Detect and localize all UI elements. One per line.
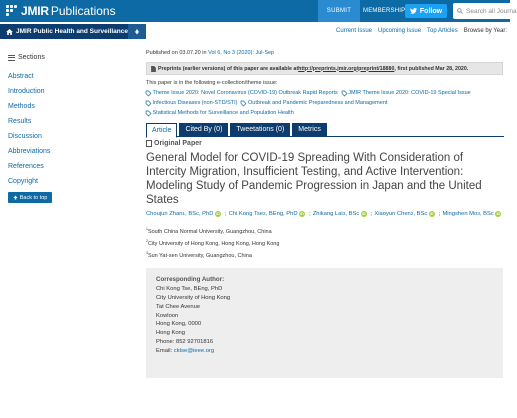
list-icon (8, 55, 15, 61)
email-link[interactable]: cktse@ieee.org (173, 347, 215, 354)
affiliation-item: $^3$Sun Yat-sen University, Guangzhou, China (146, 250, 252, 259)
ecollection-tag[interactable]: Statistical Methods for Surveillance and Population Health (146, 110, 294, 116)
sidebar-item-abbreviations[interactable]: Abbreviations (8, 148, 51, 155)
corr-line: Kowloon (156, 312, 179, 319)
author-item[interactable]: Xiaoyun Chen 2 , BSc iD (374, 211, 434, 217)
corr-line: Hong Kong (156, 330, 186, 337)
journal-name: JMIR Public Health and Surveillance (16, 28, 128, 35)
sidebar-item-copyright[interactable]: Copyright (8, 178, 38, 185)
affiliation-item: $^1$South China Normal University, Guangzhou, China (146, 227, 272, 235)
search-placeholder: Search all Journa (466, 7, 517, 15)
sidebar-item-abstract[interactable]: Abstract (8, 73, 34, 80)
document-icon (151, 66, 156, 72)
ecollection-list (146, 90, 510, 116)
orcid-icon[interactable]: iD (430, 212, 434, 216)
top-articles-link[interactable]: Top Articles (427, 28, 458, 34)
author-item[interactable]: Zhikang Lai 3 , BSc iD (312, 211, 366, 217)
author-item[interactable]: Choujun Zhan 1 , BSc, PhD iD (146, 211, 220, 217)
corr-line: Phone: 852 92701816 (156, 339, 214, 346)
tag-icon (342, 91, 347, 96)
sidebar-item-results[interactable]: Results (8, 118, 32, 125)
top-navbar (0, 0, 517, 22)
tag-icon (241, 101, 246, 106)
sidebar-item-methods[interactable]: Methods (8, 103, 35, 110)
corresponding-author-box (146, 268, 503, 378)
twitter-bird-icon (410, 8, 417, 14)
submit-button[interactable]: SUBMIT (318, 0, 360, 22)
article-main (146, 50, 510, 378)
sidebar-item-discussion[interactable]: Discussion (8, 133, 42, 140)
tab-cited-by[interactable]: Cited By (0) (179, 123, 228, 136)
author-separator: ; (224, 211, 227, 217)
orcid-icon[interactable]: iD (496, 212, 501, 216)
ecollection-tag[interactable]: Theme Issue 2020: Novel Coronavirus (COVID-19) Outbreak Rapid Reports (146, 90, 338, 96)
logo-text-bold: JMIR (21, 4, 49, 18)
corr-line: Tat Chee Avenue (156, 303, 201, 310)
logo-mark-icon (6, 5, 18, 17)
journal-dropdown[interactable] (0, 24, 146, 39)
tag-icon (146, 101, 151, 106)
sidebar-item-introduction[interactable]: Introduction (8, 88, 45, 95)
orcid-icon[interactable]: iD (300, 212, 304, 216)
orcid-icon[interactable]: iD (361, 212, 366, 216)
corr-line: City University of Hong Kong (156, 295, 231, 302)
author-item[interactable]: Mingshen Mo 3 , BSc iD (442, 211, 501, 217)
corr-line: Hong Kong, 0000 (156, 321, 202, 328)
search-input[interactable] (453, 3, 517, 19)
article-tabs (146, 123, 504, 137)
sections-sidebar (8, 54, 68, 203)
tag-icon (146, 91, 151, 96)
logo-text: Publications (50, 4, 116, 18)
chevron-down-icon[interactable] (128, 24, 146, 39)
follow-label: Follow (419, 7, 443, 15)
author-item[interactable]: Chi Kong Tse 2 , BEng, PhD iD (228, 211, 304, 217)
preprint-link[interactable]: http://preprints.jmir.org/preprint/18880 (298, 65, 395, 72)
corr-line: Chi Kong Tse, BEng, PhD (156, 286, 223, 293)
arrow-up-icon (13, 195, 18, 200)
jmir-logo[interactable] (6, 4, 116, 18)
tab-metrics[interactable]: Metrics (292, 123, 327, 136)
twitter-follow-button[interactable] (405, 4, 447, 18)
browse-by-year-label: Browse by Year: (463, 28, 508, 34)
ecollection-intro: This paper is in the following e-collection/theme issue: (146, 80, 278, 86)
home-icon (6, 29, 13, 35)
search-icon (457, 8, 463, 14)
sidebar-item-references[interactable]: References (8, 163, 44, 170)
membership-link[interactable]: MEMBERSHIP (363, 8, 406, 14)
affiliation-item: $^2$City University of Hong Kong, Hong Kong, Hong Kong (146, 238, 280, 247)
ecollection-tag[interactable]: JMIR Theme Issue 2020: COVID-19 Special Issue (342, 90, 471, 96)
orcid-icon[interactable]: iD (216, 212, 220, 216)
published-line: Published on 03.07.20 in Vol 6, No 3 (2020): Jul-Sep (146, 50, 275, 56)
upcoming-issue-link[interactable]: Upcoming Issue (378, 28, 422, 34)
article-title: General Model for COVID-19 Spreading With Consideration of Intercity Migration, Insufficient Testing, and Active Intervention: Modeling Study of Pandemic Progression in Japan and the United States (146, 152, 482, 206)
affiliations (146, 225, 510, 260)
article-type: Original Paper (146, 140, 510, 147)
author-separator: ; (309, 211, 311, 217)
back-to-top-button[interactable]: Back to top (8, 192, 52, 203)
author-list (146, 211, 510, 217)
paper-icon (146, 140, 152, 147)
author-separator: ; (438, 211, 441, 217)
ecollection-tag[interactable]: Infectious Diseases (non-STD/STI) (146, 100, 237, 106)
corr-email-line: Email: cktse@ieee.org (156, 347, 215, 354)
tab-tweetations[interactable]: Tweetations (0) (230, 123, 290, 136)
volume-link[interactable]: Vol 6, No 3 (2020): Jul-Sep (208, 50, 275, 56)
corresponding-author-title: Corresponding Author: (156, 276, 225, 284)
tab-article[interactable]: Article (146, 123, 177, 138)
current-issue-link[interactable]: Current Issue (336, 28, 373, 34)
sections-title: Sections (8, 54, 68, 61)
tag-icon (146, 111, 151, 116)
preprint-notice: Preprints (earlier versions) of this paper are available at http://preprints.jmir.org/preprint/18880 , first published Mar 28, 2020. (146, 62, 503, 75)
ecollection-tag[interactable]: Outbreak and Pandemic Preparedness and Management (241, 100, 387, 106)
journal-toolbar (336, 28, 507, 34)
author-separator: ; (370, 211, 373, 217)
